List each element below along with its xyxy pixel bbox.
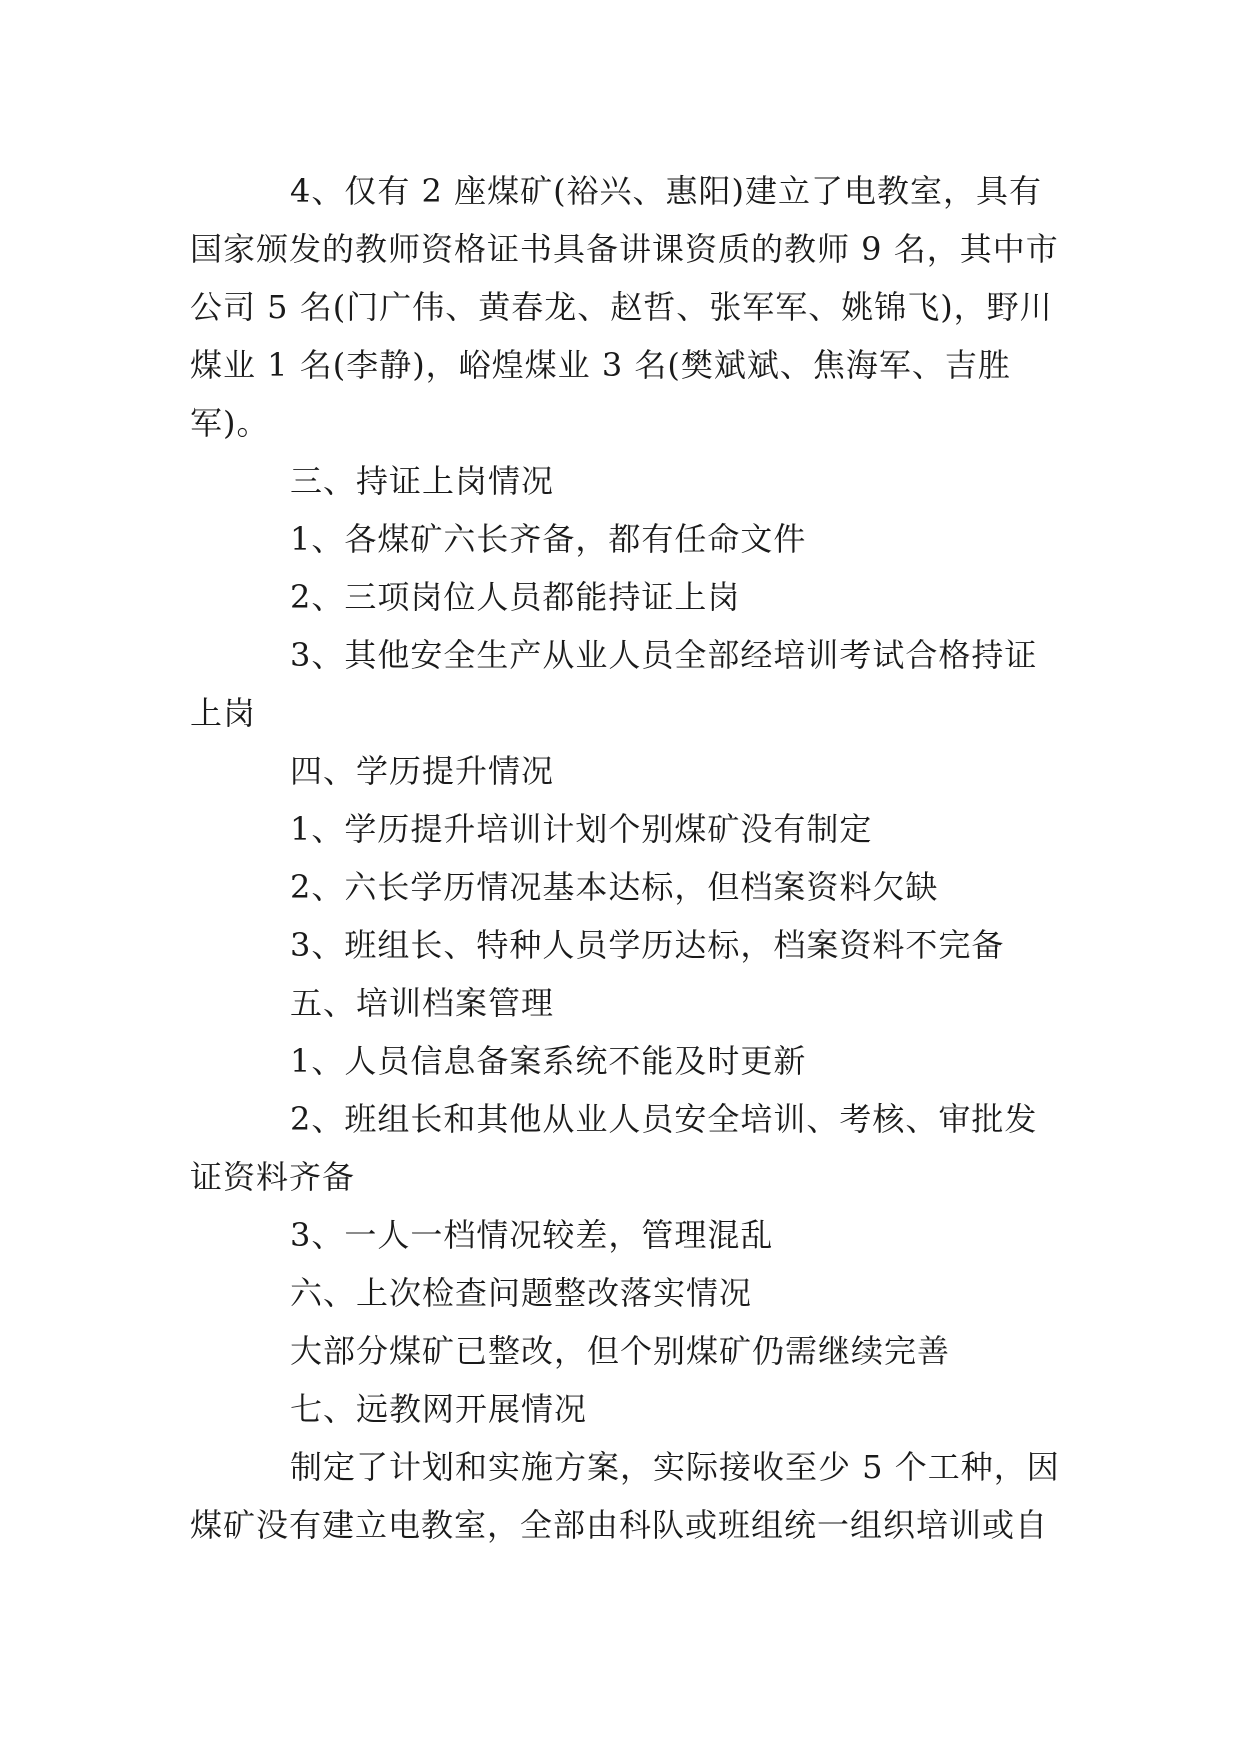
section-heading: 七、远教网开展情况 [290,1390,588,1428]
text-line: 制定了计划和实施方案，实际接收至少 5 个工种，因 [290,1448,1060,1486]
text-line: 2、班组长和其他从业人员安全培训、考核、审批发 [290,1100,1038,1138]
text-line: 煤矿没有建立电教室，全部由科队或班组统一组织培训或自 [190,1506,1049,1544]
text-line: 证资料齐备 [190,1158,356,1196]
text-line: 上岗 [190,694,257,732]
text-line: 2、三项岗位人员都能持证上岗 [290,578,741,616]
text-line: 3、其他安全生产从业人员全部经培训考试合格持证 [290,636,1038,674]
document-body [190,162,1058,1554]
text-line: 国家颁发的教师资格证书具备讲课资质的教师 9 名，其中市 [190,230,1059,268]
text-line: 1、学历提升培训计划个别煤矿没有制定 [290,810,873,848]
section-heading: 三、持证上岗情况 [290,462,555,500]
text-line: 军)。 [190,404,270,442]
text-line: 1、人员信息备案系统不能及时更新 [290,1042,807,1080]
text-line: 2、六长学历情况基本达标，但档案资料欠缺 [290,868,939,906]
text-line: 4、仅有 2 座煤矿(裕兴、惠阳)建立了电教室，具有 [290,172,1043,210]
text-line: 大部分煤矿已整改，但个别煤矿仍需继续完善 [290,1332,951,1370]
text-line: 3、一人一档情况较差，管理混乱 [290,1216,774,1254]
text-line: 煤业 1 名(李静)，峪煌煤业 3 名(樊斌斌、焦海军、吉胜 [190,346,1011,384]
text-line: 3、班组长、特种人员学历达标，档案资料不完备 [290,926,1005,964]
text-line: 1、各煤矿六长齐备，都有任命文件 [290,520,807,558]
section-heading: 四、学历提升情况 [290,752,555,790]
section-heading: 六、上次检查问题整改落实情况 [290,1274,753,1312]
text-line: 公司 5 名(门广伟、黄春龙、赵哲、张军军、姚锦飞)，野川 [190,288,1053,326]
section-heading: 五、培训档案管理 [290,984,555,1022]
